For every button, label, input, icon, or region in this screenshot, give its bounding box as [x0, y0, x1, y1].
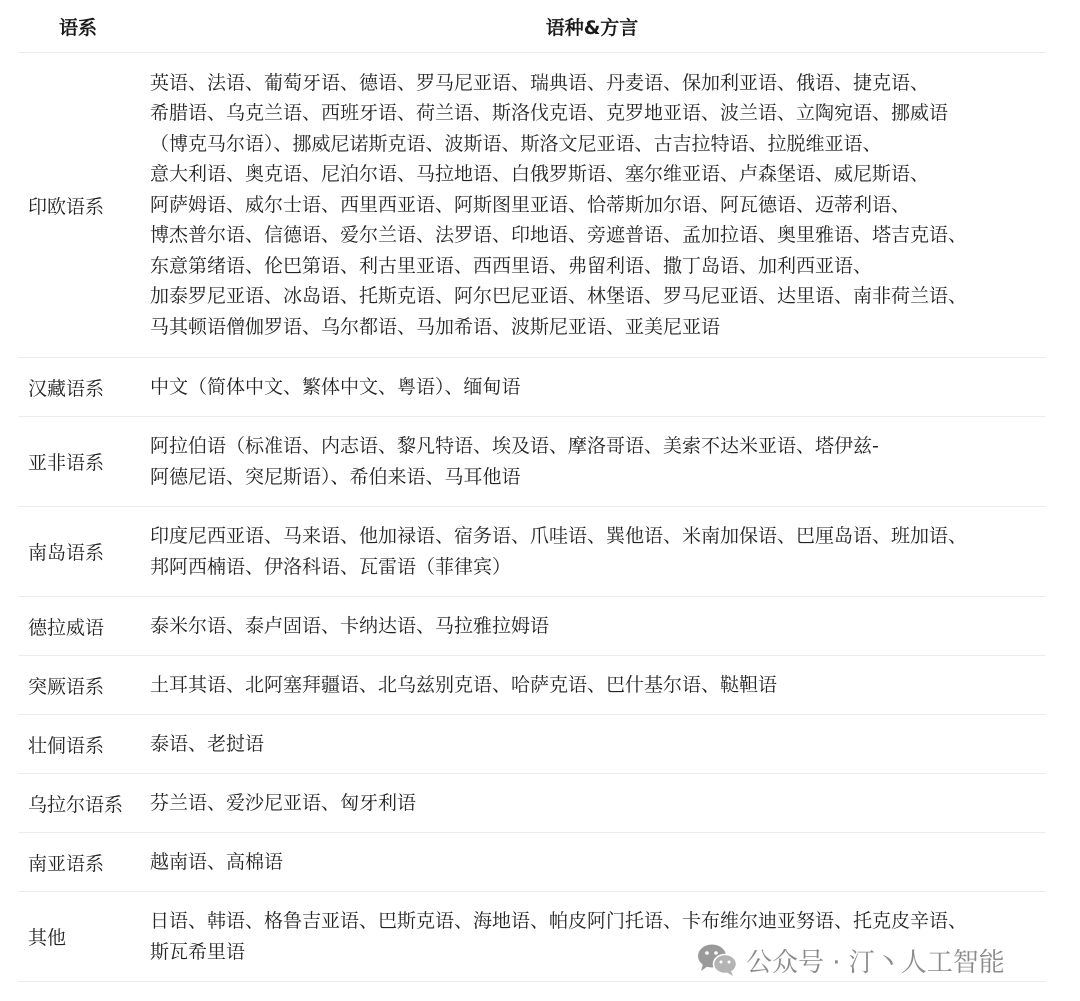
language-table [18, 0, 1046, 982]
watermark-text: 公众号 · 汀丶人工智能 [746, 947, 1005, 978]
language-family: 印欧语系 [28, 195, 105, 218]
language-line: 阿德尼语、突尼斯语）、希伯来语、马耳他语 [150, 465, 521, 488]
language-line: （博克马尔语）、挪威尼诺斯克语、波斯语、斯洛文尼亚语、古吉拉特语、拉脱维亚语、 [150, 132, 882, 155]
table-body [18, 53, 1046, 982]
language-family: 突厥语系 [28, 675, 105, 698]
language-family: 其他 [28, 927, 67, 949]
table-row [18, 833, 1046, 892]
language-list [150, 670, 1046, 701]
language-line: 印度尼西亚语、马来语、他加禄语、宿务语、爪哇语、巽他语、米南加保语、巴厘岛语、班加语、 [150, 525, 968, 547]
table-row [18, 358, 1046, 417]
table-row [18, 53, 1046, 358]
language-line: 泰语、老挝语 [150, 732, 265, 755]
language-line: 希腊语、乌克兰语、西班牙语、荷兰语、斯洛伐克语、克罗地亚语、波兰语、立陶宛语、挪威语 [150, 102, 949, 125]
table-header [18, 0, 1046, 53]
language-line: 斯瓦希里语 [150, 940, 246, 963]
table-row [18, 597, 1046, 656]
language-list [150, 611, 1046, 642]
language-line: 加泰罗尼亚语、冰岛语、托斯克语、阿尔巴尼亚语、林堡语、罗马尼亚语、达里语、南非荷兰语、 [150, 285, 968, 308]
language-list [150, 788, 1046, 819]
language-family: 亚非语系 [28, 452, 105, 474]
language-line: 中文（简体中文、繁体中文、粤语）、缅甸语 [150, 375, 521, 398]
language-line: 东意第绪语、伦巴第语、利古里亚语、西西里语、弗留利语、撒丁岛语、加利西亚语、 [150, 254, 873, 277]
language-line: 意大利语、奥克语、尼泊尔语、马拉地语、白俄罗斯语、塞尔维亚语、卢森堡语、威尼斯语、 [150, 163, 930, 186]
language-family: 汉藏语系 [28, 377, 105, 400]
table-row [18, 417, 1046, 507]
language-family: 乌拉尔语系 [28, 793, 124, 816]
language-family: 南亚语系 [28, 852, 105, 875]
language-line: 越南语、高棉语 [150, 850, 284, 873]
header-languages: 语种&方言 [545, 16, 639, 39]
language-list [150, 729, 1046, 760]
language-line: 土耳其语、北阿塞拜疆语、北乌兹别克语、哈萨克语、巴什基尔语、鞑靼语 [150, 673, 778, 696]
language-line: 日语、韩语、格鲁吉亚语、巴斯克语、海地语、帕皮阿门托语、卡布维尔迪亚努语、托克皮辛语、 [150, 910, 968, 932]
wechat-icon [696, 942, 738, 978]
language-line: 马其顿语僧伽罗语、乌尔都语、马加希语、波斯尼亚语、亚美尼亚语 [150, 315, 721, 338]
table-row [18, 507, 1046, 597]
language-family: 德拉威语 [28, 616, 105, 639]
language-line: 芬兰语、爱沙尼亚语、匈牙利语 [150, 791, 417, 814]
language-line: 邦阿西楠语、伊洛科语、瓦雷语（菲律宾） [150, 555, 512, 578]
language-line: 博杰普尔语、信德语、爱尔兰语、法罗语、印地语、旁遮普语、孟加拉语、奥里雅语、塔吉克语、 [150, 224, 968, 247]
language-line: 英语、法语、葡萄牙语、德语、罗马尼亚语、瑞典语、丹麦语、保加利亚语、俄语、捷克语、 [150, 71, 930, 94]
language-family: 壮侗语系 [28, 734, 105, 757]
header-family: 语系 [58, 16, 97, 39]
language-list [150, 68, 1046, 343]
language-line: 阿萨姆语、威尔士语、西里西亚语、阿斯图里亚语、恰蒂斯加尔语、阿瓦德语、迈蒂利语、 [150, 193, 911, 216]
language-list [150, 847, 1046, 878]
language-line: 阿拉伯语（标准语、内志语、黎凡特语、埃及语、摩洛哥语、美索不达米亚语、塔伊兹- [150, 435, 879, 457]
table-row [18, 774, 1046, 833]
language-list [150, 521, 1046, 582]
language-family: 南岛语系 [28, 542, 105, 564]
language-line: 泰米尔语、泰卢固语、卡纳达语、马拉雅拉姆语 [150, 614, 550, 637]
language-list [150, 431, 1046, 492]
language-list [150, 372, 1046, 403]
watermark [696, 940, 1005, 980]
table-row [18, 715, 1046, 774]
table-row [18, 656, 1046, 715]
